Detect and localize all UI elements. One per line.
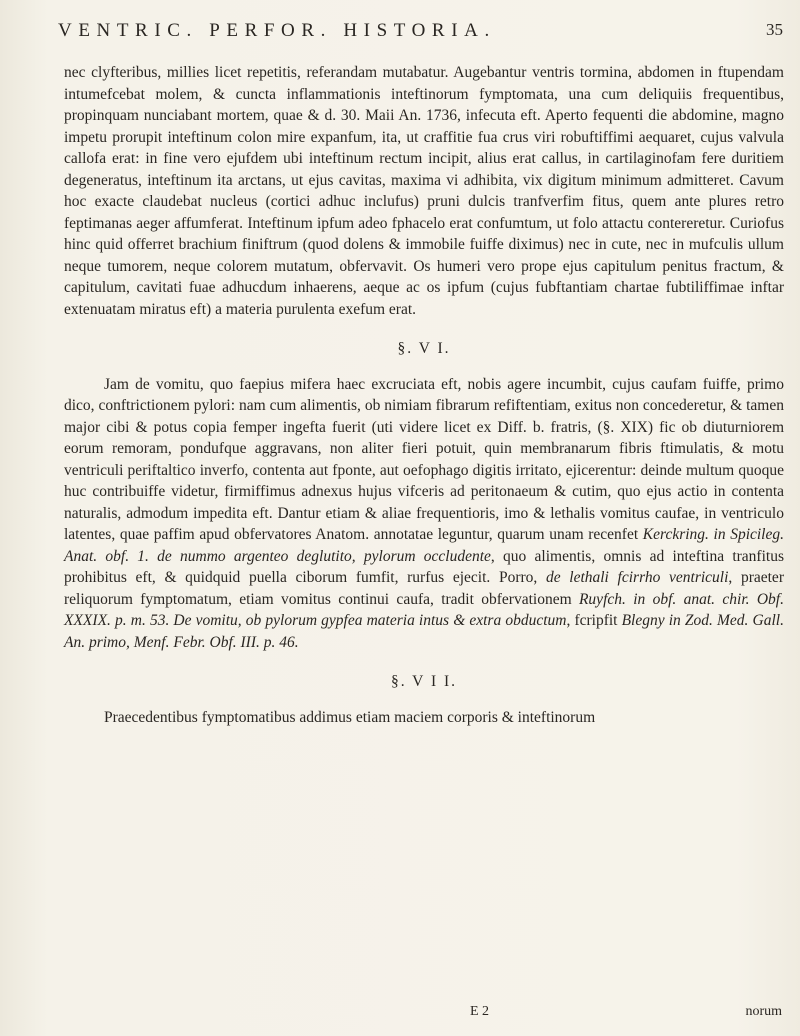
page-number: 35 — [766, 20, 783, 39]
catchword: norum — [745, 1004, 782, 1019]
signature-mark: E 2 — [470, 1004, 490, 1019]
citation-lethali-scirrho: de lethali fcirrho ventriculi — [545, 569, 729, 586]
paragraph-2-text-d: , fcripfit — [566, 612, 622, 629]
citation-ruysch: Ruyfch. in obf. anat. chir. Obf. XXXIX. p. m. 53. De vomitu, ob pylorum gypfea materia intus & extra obductum — [64, 590, 784, 629]
paragraph-3: Praecedentibus fymptomatibus addimus etiam maciem corporis & inteftinorum — [104, 708, 596, 726]
section-heading-vii: §. V I I. — [390, 673, 458, 690]
body-text — [64, 62, 784, 728]
paragraph-2 — [64, 374, 784, 654]
paragraph-2-text-a: Jam de vomitu, quo faepius mifera haec excruciata eft, nobis agere incumbit, cujus caufam fuiffe, primo dico, conftrictionem pylori: nam cum alimentis, ob nimiam fibrarum refiftentiam, exitus non concederetur, & tamen major cibi & potus copia femper ingefta fuerit (uti videre licet ex Diff. b. fratris, (§. XIX) fic ob diuturniorem eorum remoram, pondufque aggravans, non aliter fieri potuit, quin membranarum fibris ftimulatis, & motu ventriculi periftaltico inverfo, contenta aut fponte, aut oefophago digitis irritato, ejicerentur: deinde multum quoque huc contribuiffe videtur, firmiffimus adnexus hujus vifceris ad peritonaeum & cutim, quo ejus actio in contenta naturalis, admodum impedita eft. Dantur etiam & aliae frequentioris, imo & lethalis vomitus caufae, in ventriculo latentes, quae paffim apud obfervatores Anatom. annotatae leguntur, quarum unam recenfet — [64, 375, 784, 543]
section-heading-vi: §. V I. — [397, 340, 451, 357]
paragraph-2-text-c: , praeter reliquorum fymptomatum, etiam vomitus continui caufa, tradit obfervationem — [64, 569, 784, 608]
paragraph-1: nec clyfteribus, millies licet repetitis, referandam mutabatur. Augebantur ventris tormina, abdomen in ftupendam intumefcebat molem, & cuncta inflammationis inteftinorum fymptomata, una cum deliquiis frequentibus, propinquam nunciabant mortem, quae & d. 30. Maii An. 1736, infecuta eft. Aperto fequenti die abdomine, magno impetu prorupit inteftinum colon mire expanfum, ita, ut craffitie fua crus viri robuftiffimi aequaret, cujus valvula callofa erat: in fine vero ejufdem ubi inteftinum rectum incipit, alius erat callus, in cartilaginofam fere duritiem degeneratus, inteftinum ita arctans, ut ejus cavitas, maxima vi adhibita, vix digitum minimum admitteret. Cavum hoc exacte claudebat nucleus (cortici adhuc inclufus) pruni dulcis tranfverfim fitus, quem ante plures retro feptimanas aeger affumferat. Inteftinum ipfum adeo fphacelo erat confumtum, ut folo attactu contereretur. Curiofus hinc quid offerret brachium finiftrum (quod dolens & immobile fuiffe diximus) nec in cute, nec in mufculis ullum neque tumorem, neque colorem mutatum, obfervavit. Os humeri vero prope ejus capitulum penitus fractum, & capitulum, cavitati fuae adhucdum inhaerens, aeque ac os ipfum (cujus fubftantiam chartae fubtiliffimae inftar extenuatam miratus eft) a materia purulenta exefum erat. — [64, 64, 784, 318]
citation-kerckring: Kerckring. in Spicileg. Anat. obf. 1. de nummo argenteo deglutito, pylorum occludente — [64, 526, 784, 565]
running-title: VENTRIC. PERFOR. HISTORIA. — [58, 20, 496, 41]
citation-blegny: Blegny in Zod. Med. Gall. An. primo, Menf. Febr. Obf. III. p. 46. — [64, 612, 784, 651]
paragraph-2-text-b: , quo alimentis, omnis ad inteftina tranfitus prohibitus eft, & quidquid puella ciborum fumfit, rurfus ejecit. Porro, — [64, 547, 784, 586]
running-head — [58, 20, 783, 60]
